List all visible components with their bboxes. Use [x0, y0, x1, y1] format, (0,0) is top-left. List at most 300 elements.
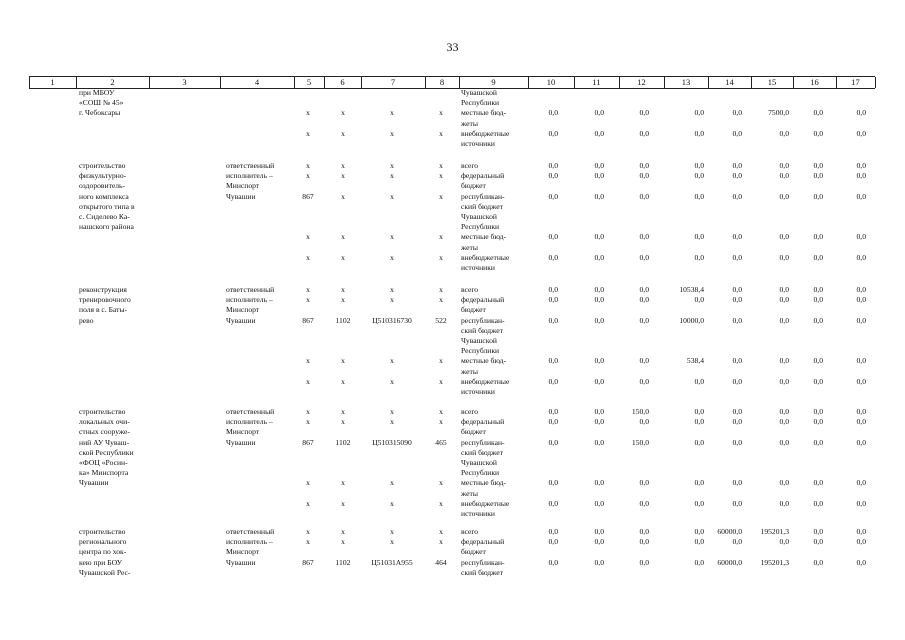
cell-col6: x	[341, 161, 345, 170]
cell-executor: Чувашии	[226, 437, 256, 447]
cell-funding-source: ский бюджет	[461, 325, 503, 335]
cell-col7: x	[390, 295, 394, 305]
cell-object-name: Чувашской Рес-	[79, 567, 131, 577]
header-cell: 6	[340, 77, 345, 87]
cell-funding-source: Республики	[461, 468, 500, 478]
cell-object-name: локальных очи-	[79, 417, 130, 427]
cell-value: 0,0	[548, 295, 558, 305]
cell-col5: x	[306, 417, 310, 427]
header-cell: 8	[439, 77, 445, 87]
cell-value: 0,0	[548, 537, 558, 547]
cell-funding-source: местные бюд-	[461, 356, 507, 366]
cell-funding-source: Чувашской	[461, 212, 497, 221]
cell-col8: x	[439, 108, 443, 118]
cell-col8: x	[439, 478, 443, 488]
cell-value: 0,0	[548, 417, 558, 427]
cell-col5: 867	[302, 437, 314, 447]
cell-value: 0,0	[856, 478, 866, 488]
cell-funding-source: федеральный	[461, 295, 505, 305]
cell-value: 0,0	[694, 252, 704, 262]
cell-col6: x	[341, 527, 345, 536]
cell-col5: 867	[302, 315, 314, 325]
cell-col7: x	[390, 376, 394, 386]
cell-executor: ответственный	[226, 161, 275, 170]
cell-value: 0,0	[813, 295, 823, 305]
cell-value: 0,0	[694, 537, 704, 547]
cell-executor: исполнитель –	[226, 417, 273, 427]
cell-value: 0,0	[548, 285, 558, 294]
cell-value: 0,0	[594, 108, 604, 118]
cell-value: 0,0	[813, 407, 823, 416]
cell-value: 0,0	[694, 161, 704, 170]
cell-value: 0,0	[732, 108, 742, 118]
cell-value: 0,0	[548, 171, 558, 181]
cell-value: 0,0	[856, 417, 866, 427]
cell-value: 0,0	[856, 295, 866, 305]
cell-executor: Чувашии	[226, 191, 256, 201]
cell-value: 0,0	[639, 171, 649, 181]
cell-value: 0,0	[594, 527, 604, 536]
cell-value: 0,0	[813, 478, 823, 488]
cell-funding-source: местные бюд-	[461, 478, 507, 488]
cell-value: 0,0	[548, 527, 558, 536]
cell-col7: x	[390, 171, 394, 181]
cell-value: 0,0	[732, 128, 742, 138]
cell-col8: x	[439, 295, 443, 305]
cell-object-name: ного комплекса	[79, 191, 129, 201]
cell-value: 0,0	[548, 407, 558, 416]
cell-object-name: при МБОУ	[79, 88, 115, 97]
cell-value: 0,0	[639, 557, 649, 567]
cell-col7: x	[390, 356, 394, 366]
cell-col8: x	[439, 417, 443, 427]
cell-funding-source: жеты	[461, 366, 478, 376]
cell-executor: исполнитель –	[226, 537, 273, 547]
cell-col6: x	[341, 108, 345, 118]
cell-col8: x	[439, 527, 443, 536]
cell-col7: Ц510316730	[372, 315, 412, 325]
cell-value: 0,0	[639, 252, 649, 262]
cell-executor: исполнитель –	[226, 171, 273, 181]
cell-value: 538,4	[686, 356, 704, 366]
cell-funding-source: Чувашской	[461, 88, 497, 97]
cell-funding-source: бюджет	[461, 181, 486, 191]
cell-value: 0,0	[594, 232, 604, 242]
cell-col8: x	[439, 232, 443, 242]
cell-funding-source: Республики	[461, 222, 500, 232]
cell-value: 0,0	[639, 285, 649, 294]
cell-funding-source: бюджет	[461, 305, 486, 315]
cell-value: 0,0	[694, 527, 704, 536]
header-cell: 7	[390, 77, 396, 87]
header-cell: 16	[810, 77, 819, 87]
cell-value: 0,0	[856, 285, 866, 294]
cell-value: 0,0	[856, 527, 866, 536]
cell-value: 0,0	[694, 191, 704, 201]
cell-col7: Ц510315090	[372, 437, 412, 447]
cell-col5: x	[306, 128, 310, 138]
cell-col7: x	[390, 478, 394, 488]
cell-funding-source: жеты	[461, 118, 478, 128]
cell-funding-source: ский бюджет	[461, 201, 503, 211]
cell-col7: Ц51031А955	[371, 557, 413, 567]
cell-col8: x	[439, 356, 443, 366]
header-cell: 10	[546, 77, 556, 87]
cell-funding-source: источники	[461, 509, 495, 518]
cell-object-name: кею при БОУ	[79, 557, 123, 567]
cell-value: 0,0	[594, 191, 604, 201]
cell-value: 0,0	[548, 191, 558, 201]
cell-col5: x	[306, 498, 310, 508]
cell-col8: 522	[435, 315, 447, 325]
cell-executor: Чувашии	[226, 557, 256, 567]
cell-object-name: строительство	[79, 527, 126, 536]
cell-col8: x	[439, 171, 443, 181]
cell-value: 0,0	[732, 498, 742, 508]
cell-value: 0,0	[594, 498, 604, 508]
cell-value: 0,0	[779, 537, 789, 547]
cell-value: 10000,0	[679, 315, 704, 325]
cell-value: 0,0	[856, 232, 866, 242]
cell-object-name: регионального	[79, 537, 127, 547]
cell-object-name: Чувашии	[79, 478, 109, 488]
cell-value: 0,0	[813, 252, 823, 262]
cell-funding-source: внебюджетные	[461, 252, 510, 262]
cell-executor: исполнитель –	[226, 295, 273, 305]
cell-col6: x	[341, 285, 345, 294]
cell-value: 0,0	[856, 498, 866, 508]
cell-col8: 464	[435, 557, 447, 567]
cell-col8: x	[439, 128, 443, 138]
cell-funding-source: всего	[461, 407, 479, 416]
header-cell: 1	[50, 77, 55, 87]
cell-col7: x	[390, 252, 394, 262]
cell-value: 0,0	[594, 161, 604, 170]
cell-object-name: ской Республики	[79, 447, 134, 457]
cell-funding-source: федеральный	[461, 537, 505, 547]
cell-col8: x	[439, 285, 443, 294]
cell-value: 0,0	[594, 417, 604, 427]
cell-executor: Чувашии	[226, 315, 256, 325]
cell-value: 0,0	[856, 437, 866, 447]
cell-value: 0,0	[548, 478, 558, 488]
cell-value: 0,0	[779, 171, 789, 181]
cell-value: 0,0	[594, 437, 604, 447]
cell-value: 0,0	[813, 161, 823, 170]
cell-funding-source: федеральный	[461, 417, 505, 427]
cell-value: 0,0	[856, 252, 866, 262]
cell-value: 0,0	[694, 376, 704, 386]
cell-value: 0,0	[594, 171, 604, 181]
cell-executor: Минспорт	[226, 427, 260, 437]
cell-funding-source: Республики	[461, 346, 500, 356]
cell-value: 0,0	[639, 128, 649, 138]
cell-col7: x	[390, 161, 394, 170]
cell-value: 195201,3	[760, 557, 789, 567]
cell-value: 0,0	[548, 437, 558, 447]
cell-executor: ответственный	[226, 527, 275, 536]
cell-object-name: рево	[79, 315, 94, 325]
cell-object-name: г. Чебоксары	[79, 108, 121, 118]
cell-col7: x	[390, 498, 394, 508]
cell-col6: x	[341, 191, 345, 201]
cell-col6: x	[341, 232, 345, 242]
cell-value: 0,0	[813, 557, 823, 567]
cell-funding-source: внебюджетные	[461, 376, 510, 386]
cell-object-name: ний АУ Чуваш-	[79, 437, 130, 447]
cell-value: 0,0	[694, 437, 704, 447]
cell-funding-source: жеты	[461, 242, 478, 252]
cell-object-name: стных сооруже-	[79, 427, 130, 437]
cell-col8: x	[439, 537, 443, 547]
page-number: 33	[446, 40, 459, 54]
cell-funding-source: ский бюджет	[461, 567, 503, 577]
cell-value: 0,0	[639, 537, 649, 547]
cell-value: 0,0	[813, 315, 823, 325]
cell-executor: Минспорт	[226, 305, 260, 315]
cell-value: 0,0	[548, 252, 558, 262]
cell-value: 0,0	[694, 128, 704, 138]
cell-object-name: «СОШ № 45»	[79, 98, 124, 108]
cell-col5: x	[306, 407, 310, 416]
cell-col6: x	[341, 128, 345, 138]
cell-object-name: физкультурно-	[79, 171, 127, 181]
cell-value: 0,0	[779, 161, 789, 170]
cell-col7: x	[390, 407, 394, 416]
cell-value: 0,0	[732, 252, 742, 262]
cell-value: 0,0	[813, 417, 823, 427]
cell-value: 0,0	[548, 161, 558, 170]
cell-col5: x	[306, 376, 310, 386]
cell-col6: x	[341, 407, 345, 416]
cell-value: 0,0	[594, 407, 604, 416]
cell-value: 0,0	[732, 285, 742, 294]
cell-col6: x	[341, 356, 345, 366]
cell-value: 0,0	[639, 527, 649, 536]
cell-object-name: тренировочного	[79, 295, 131, 305]
cell-value: 0,0	[639, 315, 649, 325]
cell-value: 0,0	[639, 356, 649, 366]
cell-value: 0,0	[548, 498, 558, 508]
cell-value: 0,0	[548, 376, 558, 386]
cell-value: 0,0	[694, 417, 704, 427]
cell-col6: x	[341, 478, 345, 488]
cell-col7: x	[390, 128, 394, 138]
cell-value: 0,0	[856, 191, 866, 201]
cell-funding-source: федеральный	[461, 171, 505, 181]
cell-col6: x	[341, 376, 345, 386]
cell-value: 0,0	[594, 285, 604, 294]
header-cell: 9	[491, 77, 496, 87]
cell-col8: x	[439, 498, 443, 508]
cell-value: 0,0	[856, 315, 866, 325]
cell-funding-source: всего	[461, 527, 479, 536]
cell-value: 0,0	[732, 171, 742, 181]
cell-col7: x	[390, 232, 394, 242]
cell-value: 0,0	[639, 295, 649, 305]
cell-value: 0,0	[594, 356, 604, 366]
cell-value: 0,0	[779, 478, 789, 488]
cell-col5: 867	[302, 191, 314, 201]
cell-col5: x	[306, 356, 310, 366]
cell-value: 0,0	[779, 128, 789, 138]
cell-value: 0,0	[813, 537, 823, 547]
cell-funding-source: местные бюд-	[461, 108, 507, 118]
cell-value: 0,0	[813, 376, 823, 386]
cell-value: 0,0	[732, 295, 742, 305]
cell-value: 0,0	[779, 295, 789, 305]
cell-col8: 465	[435, 437, 447, 447]
cell-col6: x	[341, 498, 345, 508]
cell-object-name: оздоровитель-	[79, 181, 126, 191]
cell-value: 0,0	[856, 557, 866, 567]
cell-value: 195201,3	[760, 527, 789, 536]
cell-value: 0,0	[779, 437, 789, 447]
cell-value: 0,0	[594, 376, 604, 386]
cell-col7: x	[390, 191, 394, 201]
cell-value: 0,0	[779, 376, 789, 386]
cell-funding-source: источники	[461, 387, 495, 396]
cell-value: 0,0	[813, 498, 823, 508]
cell-funding-source: источники	[461, 263, 495, 272]
cell-col5: x	[306, 478, 310, 488]
cell-value: 0,0	[732, 191, 742, 201]
cell-col5: x	[306, 295, 310, 305]
cell-funding-source: всего	[461, 285, 479, 294]
cell-value: 0,0	[856, 171, 866, 181]
cell-value: 0,0	[548, 356, 558, 366]
cell-value: 0,0	[856, 376, 866, 386]
cell-value: 0,0	[856, 128, 866, 138]
cell-value: 0,0	[639, 232, 649, 242]
cell-object-name: нашского района	[79, 222, 134, 232]
cell-col5: x	[306, 108, 310, 118]
cell-value: 0,0	[639, 417, 649, 427]
cell-executor: ответственный	[226, 285, 275, 294]
cell-value: 0,0	[856, 161, 866, 170]
cell-value: 0,0	[779, 315, 789, 325]
cell-value: 0,0	[779, 417, 789, 427]
cell-value: 0,0	[813, 285, 823, 294]
cell-object-name: ка» Минспорта	[79, 468, 129, 478]
cell-value: 60000,0	[717, 527, 742, 536]
cell-col7: x	[390, 537, 394, 547]
cell-value: 0,0	[548, 108, 558, 118]
cell-col7: x	[390, 417, 394, 427]
cell-value: 0,0	[639, 108, 649, 118]
cell-executor: Минспорт	[226, 547, 260, 557]
cell-col8: x	[439, 191, 443, 201]
header-cell: 5	[306, 77, 312, 87]
cell-col8: x	[439, 161, 443, 170]
cell-value: 0,0	[694, 498, 704, 508]
cell-value: 0,0	[856, 108, 866, 118]
cell-col5: x	[306, 252, 310, 262]
cell-col8: x	[439, 407, 443, 416]
table-header-row	[29, 76, 875, 89]
cell-col6: x	[341, 295, 345, 305]
cell-value: 150,0	[631, 437, 649, 447]
cell-col8: x	[439, 376, 443, 386]
cell-value: 0,0	[548, 315, 558, 325]
cell-value: 0,0	[779, 356, 789, 366]
cell-value: 0,0	[732, 376, 742, 386]
cell-object-name: с. Сиделево Ка-	[79, 212, 130, 221]
cell-value: 0,0	[813, 232, 823, 242]
cell-value: 0,0	[732, 407, 742, 416]
cell-value: 0,0	[694, 108, 704, 118]
cell-value: 0,0	[732, 232, 742, 242]
cell-value: 0,0	[732, 417, 742, 427]
header-cell: 13	[681, 77, 691, 87]
cell-value: 0,0	[694, 557, 704, 567]
cell-value: 0,0	[694, 407, 704, 416]
cell-funding-source: внебюджетные	[461, 498, 510, 508]
cell-value: 0,0	[813, 437, 823, 447]
cell-value: 0,0	[813, 171, 823, 181]
cell-funding-source: бюджет	[461, 427, 486, 437]
cell-object-name: «ФОЦ «Росин-	[79, 458, 128, 467]
cell-value: 0,0	[856, 537, 866, 547]
cell-object-name: поля в с. Баты-	[79, 305, 128, 315]
cell-value: 0,0	[732, 537, 742, 547]
cell-value: 7500,0	[768, 108, 789, 118]
cell-value: 0,0	[694, 478, 704, 488]
cell-value: 10538,4	[679, 285, 704, 294]
cell-value: 60000,0	[717, 557, 742, 567]
cell-col5: x	[306, 285, 310, 294]
header-cell: 3	[182, 77, 187, 87]
cell-funding-source: республикан-	[461, 315, 505, 325]
cell-object-name: центра по хок-	[79, 547, 127, 557]
cell-value: 0,0	[639, 161, 649, 170]
cell-value: 0,0	[594, 252, 604, 262]
cell-value: 0,0	[694, 171, 704, 181]
header-divider	[875, 77, 876, 88]
cell-value: 0,0	[779, 285, 789, 294]
cell-col6: x	[341, 537, 345, 547]
cell-value: 0,0	[779, 407, 789, 416]
cell-col6: 1102	[335, 437, 351, 447]
cell-funding-source: внебюджетные	[461, 128, 510, 138]
cell-funding-source: бюджет	[461, 547, 486, 557]
cell-value: 0,0	[639, 191, 649, 201]
cell-value: 0,0	[594, 128, 604, 138]
cell-col6: 1102	[335, 315, 351, 325]
cell-col5: x	[306, 161, 310, 170]
cell-funding-source: источники	[461, 139, 495, 148]
cell-value: 0,0	[594, 537, 604, 547]
cell-col5: x	[306, 537, 310, 547]
cell-value: 0,0	[548, 232, 558, 242]
cell-value: 150,0	[631, 407, 649, 416]
cell-value: 0,0	[594, 478, 604, 488]
cell-funding-source: ский бюджет	[461, 447, 503, 457]
cell-col6: x	[341, 417, 345, 427]
cell-value: 0,0	[779, 232, 789, 242]
cell-col6: x	[341, 171, 345, 181]
header-cell: 14	[725, 77, 734, 87]
cell-value: 0,0	[694, 232, 704, 242]
cell-object-name: открытого типа в	[79, 201, 135, 211]
cell-value: 0,0	[594, 315, 604, 325]
cell-value: 0,0	[732, 315, 742, 325]
cell-value: 0,0	[732, 478, 742, 488]
cell-value: 0,0	[548, 557, 558, 567]
header-cell: 12	[637, 77, 646, 87]
cell-col6: x	[341, 252, 345, 262]
cell-funding-source: республикан-	[461, 191, 505, 201]
